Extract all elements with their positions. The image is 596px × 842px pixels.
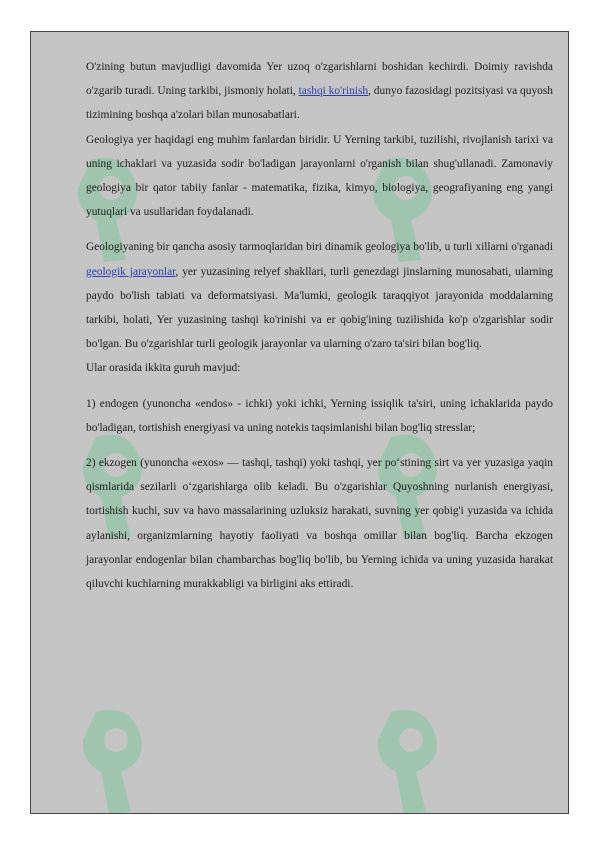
- link-tashqi-korinish[interactable]: tashqi ko'rinish: [298, 85, 369, 98]
- paragraph-3-text: Geologiyaning bir qancha asosiy tarmoqlaridan biri dinamik geologiya bo'lib, u turli xillarni o'rganadi: [86, 241, 553, 254]
- link-geologik-jarayonlar[interactable]: geologik jarayonlar: [86, 265, 176, 278]
- paragraph-3: [86, 235, 553, 356]
- paragraph-4: Ular orasida ikkita guruh mavjud:: [86, 362, 241, 375]
- paragraph-1-end: , dunyo fazosidagi pozitsiyasi va quyosh tizimining boshqa a'zolari bilan munosabatlari.: [86, 85, 553, 122]
- paragraph-1-text: O'zining butun mavjudligi davomida Yer uzoq o'zgarishlarni boshidan kechirdi. Doimiy ravishda o'zgarib turadi. Uning tarkibi, jismoniy holati,: [86, 61, 553, 98]
- paragraph-5: 1) endogen (yunoncha «endos» - ichki) yoki ichki, Yerning issiqlik ta'siri, uning ichaklarida paydo bo'ladigan, tortishish energiyasi va uning notekis taqsimlanishi bilan bog'liq stresslar;: [86, 397, 553, 434]
- document-body: [86, 55, 553, 596]
- watermark-icon: [71, 702, 161, 814]
- paragraph-2: Geologiya yer haqidagi eng muhim fanlardan biridir. U Yerning tarkibi, tuzilishi, rivojlanish tarixi va uning ichaklari va yuzasida sodir bo'ladigan jarayonlarni o'rganish bilan shug'ullanadi. Zamonaviy geologiya bir qator tabiiy fanlar - matematika, fizika, kimyo, biologiya, geografiyaning eng yangi yutuqlari va usullaridan foydalanadi.: [86, 133, 553, 219]
- watermark-icon: [366, 702, 456, 814]
- paragraph-6: 2) ekzogen (yunoncha «exos» — tashqi, tashqi) yoki tashqi, yer po‘stining sirt va yer yuzasiga yaqin qismlarida sezilarli o‘zgarishlarga olib keladi. Bu o'zgarishlar Quyoshning nurlanish energiyasi, tortishish kuchi, suv va havo massalarining uzluksiz harakati, suvning yer qobig'i yuzasida va ichida aylanishi, organizmlarning hayotiy faoliyati va boshqa omillar bilan bog'liq. Barcha ekzogen jarayonlar endogenlar bilan chambarchas bog'liq bo'lib, bu Yerning ichida va uning yuzasida harakat qiluvchi kuchlarning murakkabligi va birligini aks ettiradi.: [86, 457, 553, 591]
- paragraph-1: [86, 55, 553, 128]
- page-frame: [30, 31, 569, 814]
- paragraph-3-end: , yer yuzasining relyef shakllari, turli genezdagi jinslarning munosabati, ularning paydo bo'lish tabiati va deformatsiyasi. Ma'lumki, geologik taraqqiyot jarayonida moddalarning tarkibi, holati, Yer yuzasining tashqi ko'rinishi va er qobig'ining tuzilishida ko'p o'zgarishlar sodir bo'lgan. Bu o'zgarishlar turli geologik jarayonlar va ularning o'zaro ta'siri bilan bog'liq.: [86, 265, 553, 351]
